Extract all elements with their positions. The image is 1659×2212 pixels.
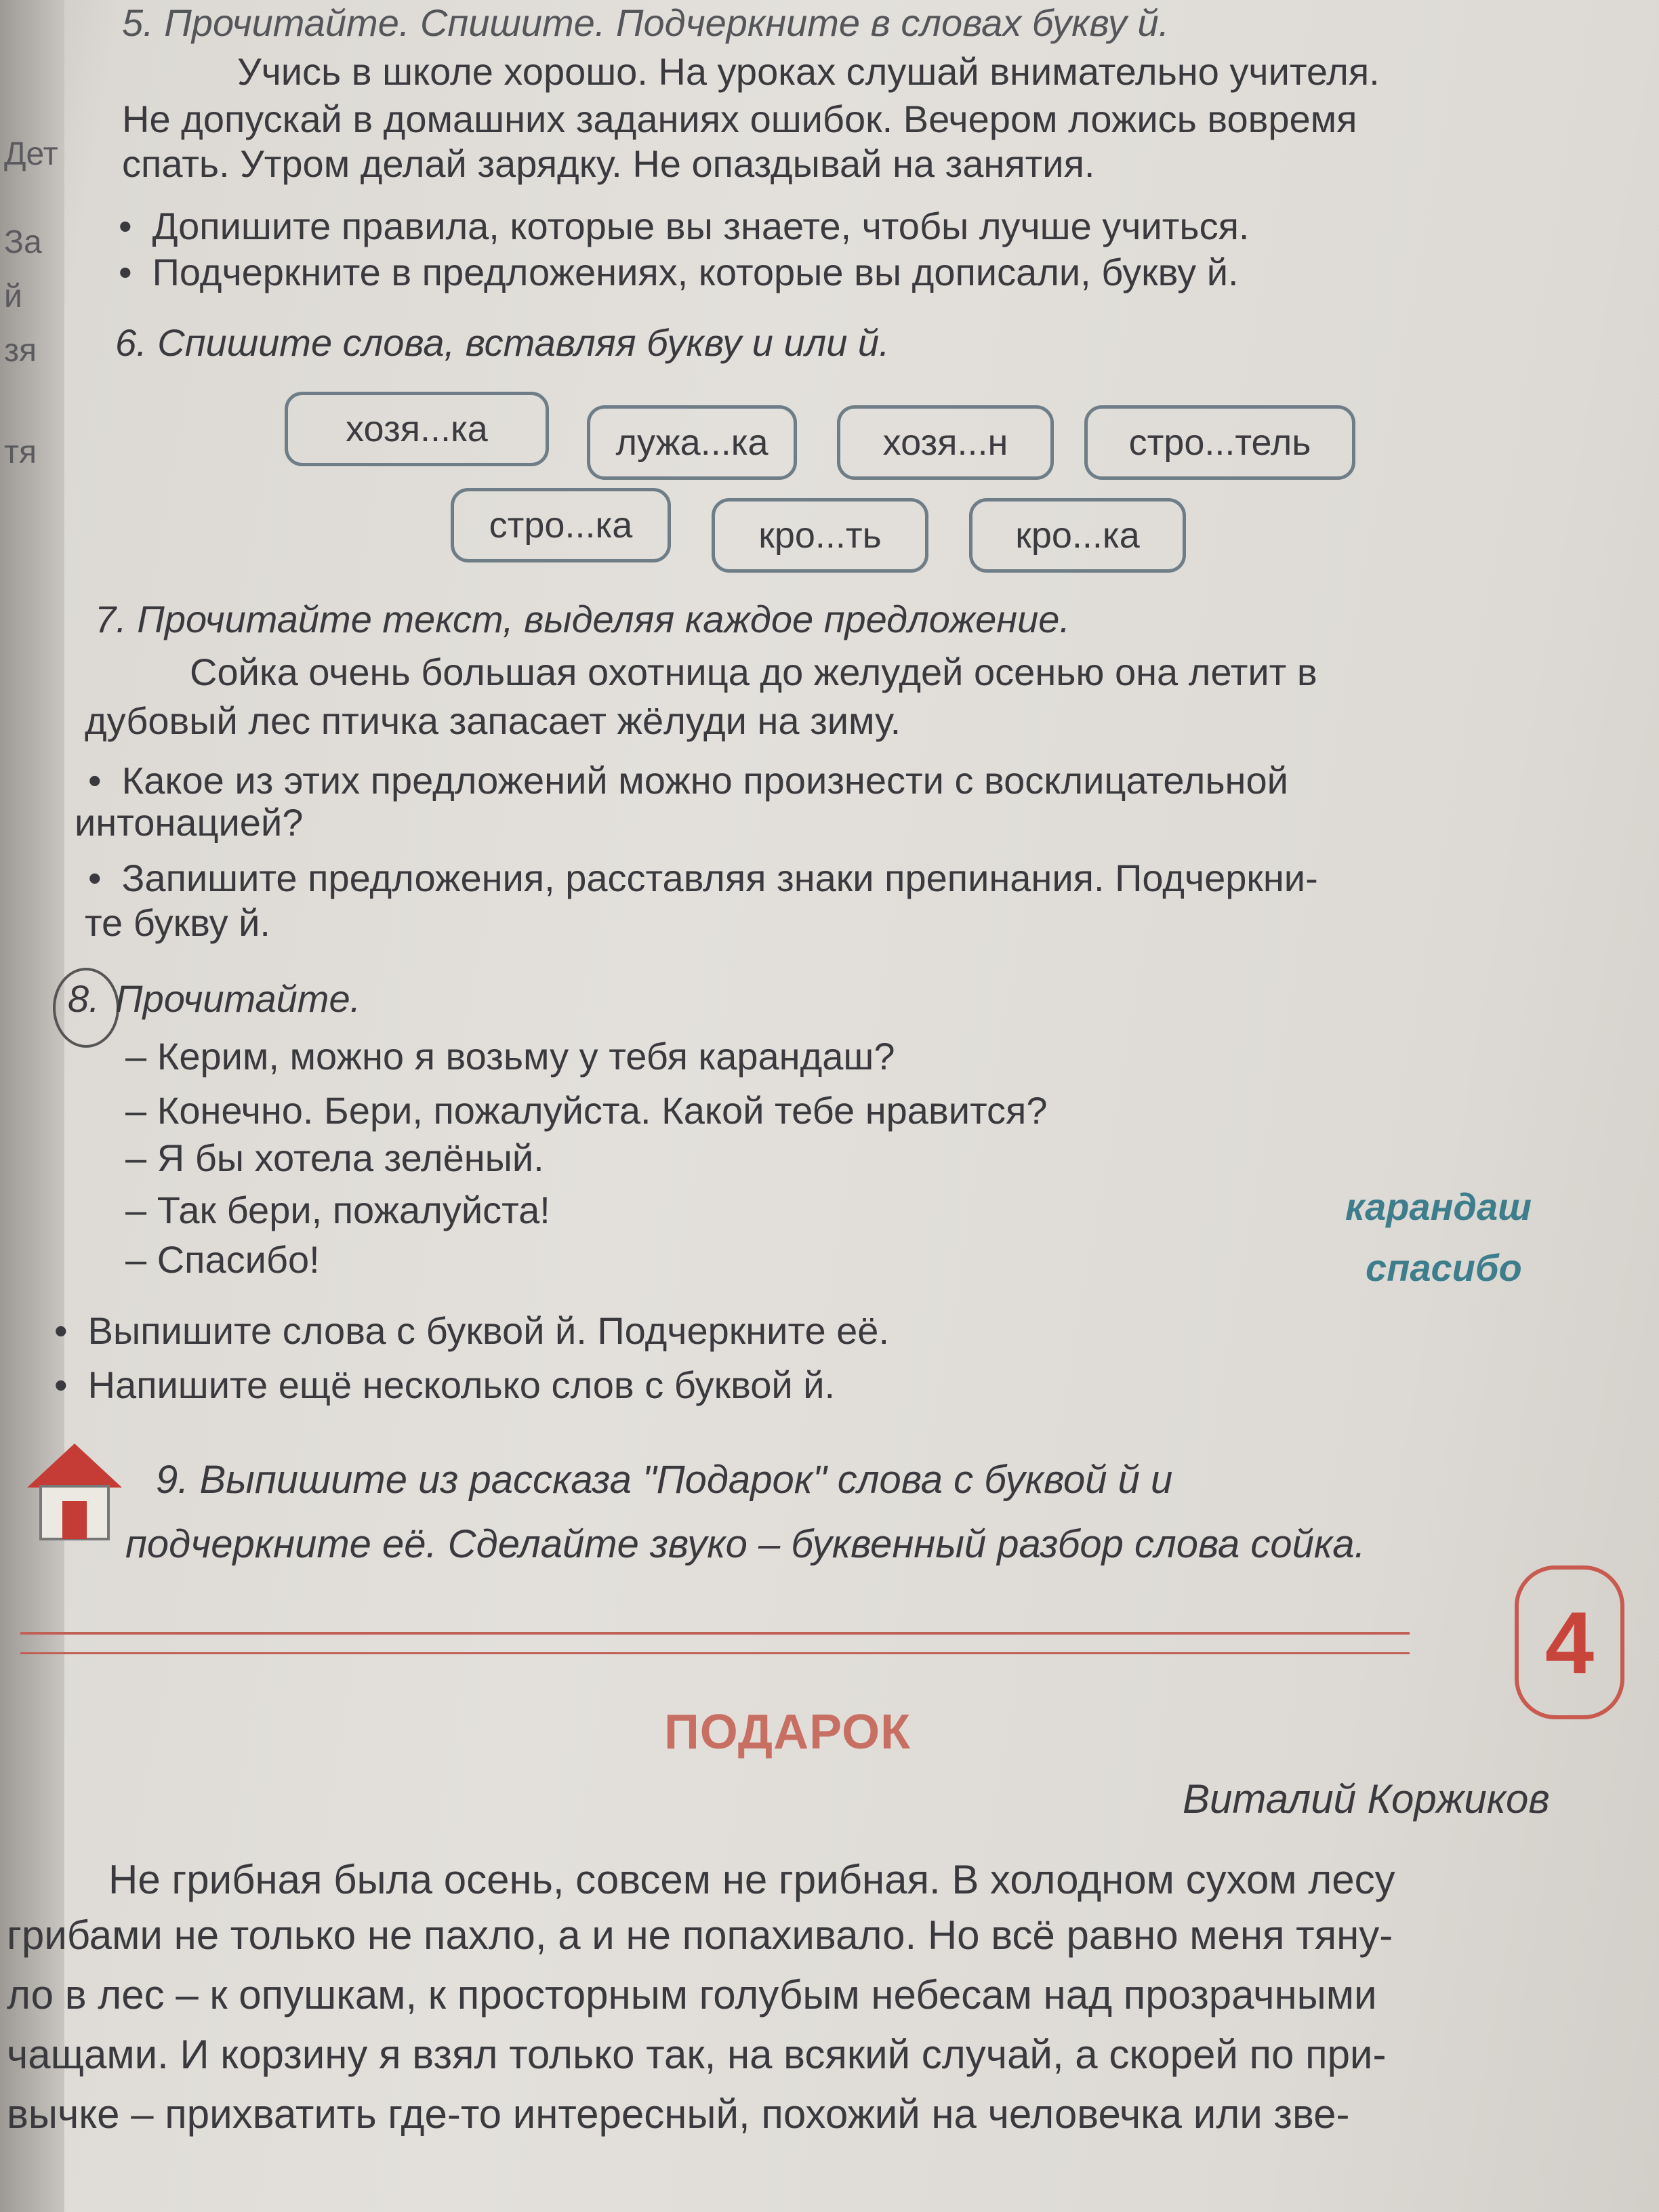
vocab-word: спасибо — [1366, 1246, 1522, 1289]
exercise-8-title: Прочитайте. — [115, 977, 361, 1020]
exercise-6-title: 6. Спишите слова, вставляя букву и или й. — [115, 321, 890, 364]
word-box: хозя...н — [837, 405, 1054, 480]
exercise-7-text: дубовый лес птичка запасает жёлуди на зиму. — [85, 699, 901, 742]
exercise-8-bullet: • Напишите ещё несколько слов с буквой й. — [54, 1362, 835, 1408]
story-line: Не грибная была осень, совсем не грибная. В холодном сухом лесу — [108, 1857, 1395, 1902]
gutter-text: й — [4, 279, 22, 314]
word-box: кро...ть — [712, 498, 928, 573]
dialog-line: – Конечно. Бери, пожалуйста. Какой тебе нравится? — [125, 1089, 1048, 1132]
exercise-7-bullet-cont: интонацией? — [75, 801, 304, 844]
story-line: чащами. И корзину я взял только так, на всякий случай, а скорей по при- — [7, 2032, 1387, 2077]
divider-line — [20, 1652, 1410, 1654]
story-author: Виталий Коржиков — [1183, 1776, 1550, 1822]
gutter-text: Дет — [4, 136, 58, 172]
dialog-line: – Спасибо! — [125, 1238, 320, 1281]
home-task-icon — [20, 1433, 129, 1542]
gutter-text: зя — [4, 333, 37, 369]
exercise-7-bullet: • Запишите предложения, расставляя знаки препинания. Подчеркни- — [88, 855, 1318, 901]
exercise-5-bullet: • Допишите правила, которые вы знаете, чтобы лучше учиться. — [119, 203, 1249, 249]
exercise-7-bullet: • Какое из этих предложений можно произнести с восклицательной — [88, 758, 1288, 804]
divider-line — [20, 1632, 1410, 1635]
dialog-line: – Керим, можно я возьму у тебя карандаш? — [125, 1035, 895, 1078]
exercise-7-text: Сойка очень большая охотница до желудей осенью она летит в — [190, 651, 1317, 693]
exercise-8-bullet: • Выпишите слова с буквой й. Подчеркните её. — [54, 1308, 889, 1354]
word-box: хозя...ка — [285, 392, 549, 466]
word-box: кро...ка — [969, 498, 1186, 573]
exercise-5-title: 5. Прочитайте. Спишите. Подчеркните в словах букву й. — [122, 1, 1170, 44]
word-box: стро...тель — [1084, 405, 1355, 480]
story-line: вычке – прихватить где-то интересный, похожий на человечка или зве- — [7, 2091, 1350, 2137]
chapter-number-badge: 4 — [1515, 1565, 1624, 1719]
story-title: ПОДАРОК — [664, 1705, 912, 1759]
exercise-5-line: Учись в школе хорошо. На уроках слушай внимательно учителя. — [237, 50, 1380, 93]
dialog-line: – Так бери, пожалуйста! — [125, 1189, 550, 1231]
exercise-8-number: 8. — [68, 977, 100, 1020]
story-line: грибами не только не пахло, а и не попахивало. Но всё равно меня тяну- — [7, 1912, 1393, 1958]
word-box: стро...ка — [451, 488, 671, 562]
word-box: лужа...ка — [587, 405, 797, 480]
gutter-text: За — [4, 224, 42, 260]
dialog-line: – Я бы хотела зелёный. — [125, 1136, 544, 1179]
story-line: ло в лес – к опушкам, к просторным голубым небесам над прозрачными — [7, 1972, 1377, 2018]
gutter-text: тя — [4, 434, 37, 470]
left-page-edge — [0, 0, 64, 2212]
exercise-5-line: спать. Утром делай зарядку. Не опаздывай на занятия. — [122, 142, 1095, 185]
exercise-5-bullet: • Подчеркните в предложениях, которые вы дописали, букву й. — [119, 249, 1239, 295]
exercise-7-title: 7. Прочитайте текст, выделяя каждое предложение. — [95, 598, 1070, 640]
exercise-9-line: 9. Выпишите из рассказа "Подарок" слова с буквой й и — [156, 1458, 1173, 1502]
exercise-5-line: Не допускай в домашних заданиях ошибок. Вечером ложись вовремя — [122, 98, 1357, 140]
exercise-9-line: подчеркните её. Сделайте звуко – буквенный разбор слова сойка. — [125, 1522, 1366, 1566]
vocab-word: карандаш — [1345, 1185, 1532, 1228]
exercise-7-bullet-cont: те букву й. — [85, 901, 270, 944]
